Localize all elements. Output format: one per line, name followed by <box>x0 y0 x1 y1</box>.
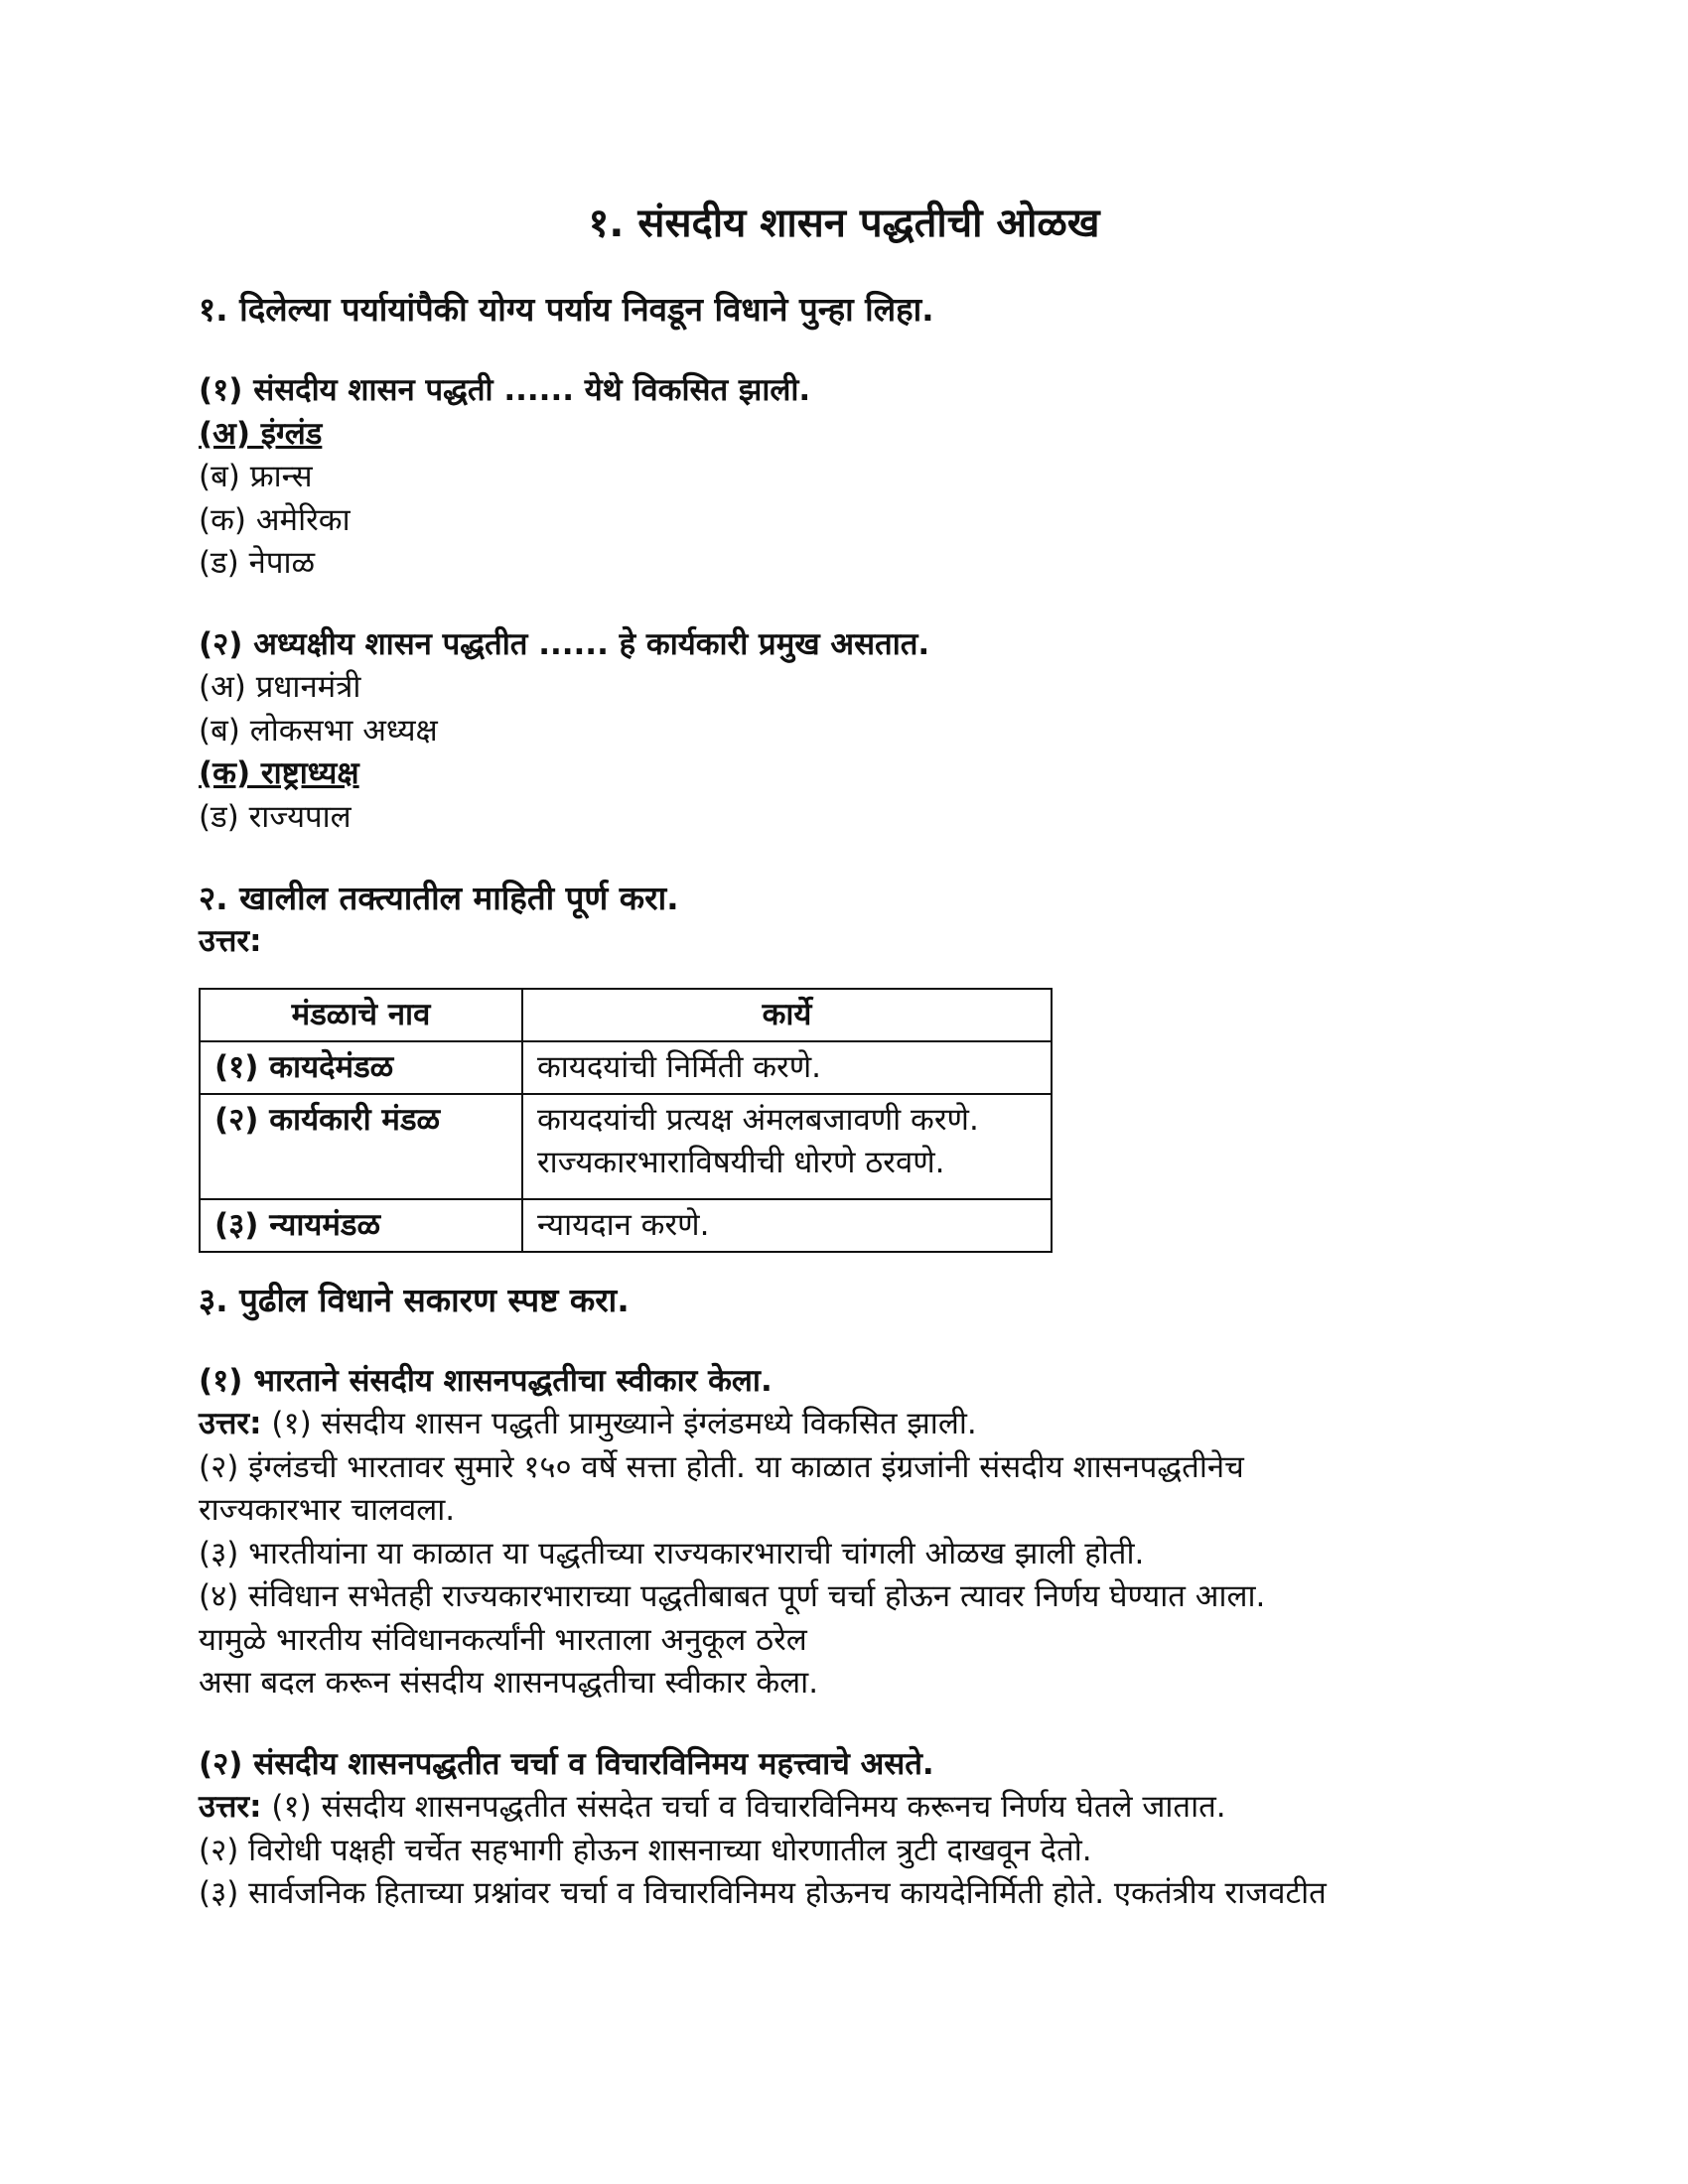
q3-item1-answer-line: राज्यकारभार चालवला. <box>199 1492 456 1528</box>
q2-heading: २. खालील तक्त्यातील माहिती पूर्ण करा. <box>199 879 679 917</box>
q3-item1-answer-line <box>199 1403 1489 1446</box>
table-cell-work-line: न्यायदान करणे. <box>537 1206 710 1243</box>
q3-item1-answer-text: (१) संसदीय शासन पद्धती प्रामुख्याने इंग्लंडमध्ये विकसित झाली. <box>261 1406 977 1441</box>
q3-item1-answer-line: यामुळे भारतीय संविधानकर्त्यांनी भारताला अनुकूल ठरेल <box>199 1621 807 1658</box>
q1-item2-question: (२) अध्यक्षीय शासन पद्धतीत ...... हे कार्यकारी प्रमुख असतात. <box>199 625 930 662</box>
table-cell-name: (३) न्यायमंडळ <box>200 1199 522 1252</box>
table-cell-work <box>522 1094 1052 1199</box>
q1-heading: १. दिलेल्या पर्यायांपैकी योग्य पर्याय निवडून विधाने पुन्हा लिहा. <box>199 290 934 329</box>
q1-item1-option-d: (ड) नेपाळ <box>199 545 316 581</box>
q3-heading: ३. पुढील विधाने सकारण स्पष्ट करा. <box>199 1280 630 1319</box>
page-content <box>199 288 1489 1916</box>
q1-item1-question: (१) संसदीय शासन पद्धती ...... येथे विकसित झाली. <box>199 372 811 408</box>
q3-item1-question: (१) भारताने संसदीय शासनपद्धतीचा स्वीकार केला. <box>199 1362 773 1399</box>
q2-answer-label: उत्तर: <box>199 923 262 959</box>
table-row <box>200 1094 1052 1199</box>
q3-item2-answer-line: (२) विरोधी पक्षही चर्चेत सहभागी होऊन शासनाच्या धोरणातील त्रुटी दाखवून देतो. <box>199 1832 1092 1868</box>
q3-item2-answer-line: (३) सार्वजनिक हिताच्या प्रश्नांवर चर्चा व विचारविनिमय होऊनच कायदेनिर्मिती होते. एकतंत्रीय राजवटीत <box>199 1875 1327 1911</box>
table-header-row <box>200 989 1052 1041</box>
chapter-title: १. संसदीय शासन पद्धतीची ओळख <box>588 201 1100 246</box>
q1-item1-option-b: (ब) फ्रान्स <box>199 459 313 494</box>
table-row <box>200 1041 1052 1094</box>
q3-item1-answer-label: उत्तर: <box>199 1406 262 1441</box>
table-cell-work-line: कायदयांची निर्मिती करणे. <box>537 1048 821 1085</box>
q2-table-wrapper <box>199 988 1489 1253</box>
q1-item1-option-a-correct: (अ) इंग्लंड <box>199 415 323 452</box>
q3-item2-answer-label: उत्तर: <box>199 1789 262 1825</box>
q1-item2-option-c-correct: (क) राष्ट्राध्यक्ष <box>199 755 359 791</box>
q1-item1-option-c: (क) अमेरिका <box>199 501 351 538</box>
table-cell-work-line: राज्यकारभाराविषयीची धोरणे ठरवणे. <box>537 1144 945 1180</box>
table-header-name: मंडळाचे नाव <box>200 989 522 1041</box>
table-cell-work <box>522 1199 1052 1252</box>
q1-item2-option-a: (अ) प्रधानमंत्री <box>199 669 361 705</box>
q3-item2-answer-line <box>199 1786 1489 1830</box>
q3-item1-answer-line: (३) भारतीयांना या काळात या पद्धतीच्या राज्यकारभाराची चांगली ओळख झाली होती. <box>199 1535 1145 1571</box>
table-cell-name: (२) कार्यकारी मंडळ <box>200 1094 522 1199</box>
q3-item1-answer-line: (४) संविधान सभेतही राज्यकारभाराच्या पद्धतीबाबत पूर्ण चर्चा होऊन त्यावर निर्णय घेण्यात आला. <box>199 1578 1266 1614</box>
q3-item1-answer-line: असा बदल करून संसदीय शासनपद्धतीचा स्वीकार केला. <box>199 1665 819 1701</box>
table-row <box>200 1199 1052 1252</box>
table-header-work: कार्ये <box>522 989 1052 1041</box>
q1-item2-option-d: (ड) राज्यपाल <box>199 798 352 835</box>
table-cell-work <box>522 1041 1052 1094</box>
q1-item2-option-b: (ब) लोकसभा अध्यक्ष <box>199 712 438 749</box>
bodies-table <box>199 988 1053 1253</box>
q3-item2-question: (२) संसदीय शासनपद्धतीत चर्चा व विचारविनिमय महत्त्वाचे असते. <box>199 1745 934 1782</box>
q3-item1-answer-line: (२) इंग्लंडची भारतावर सुमारे १५० वर्षे सत्ता होती. या काळात इंग्रजांनी संसदीय शासनपद्धतीनेच <box>199 1448 1244 1485</box>
q3-item2-answer-text: (१) संसदीय शासनपद्धतीत संसदेत चर्चा व विचारविनिमय करूनच निर्णय घेतले जातात. <box>261 1789 1226 1825</box>
table-cell-work-line: कायदयांची प्रत्यक्ष अंमलबजावणी करणे. <box>537 1101 979 1138</box>
table-cell-name: (१) कायदेमंडळ <box>200 1041 522 1094</box>
